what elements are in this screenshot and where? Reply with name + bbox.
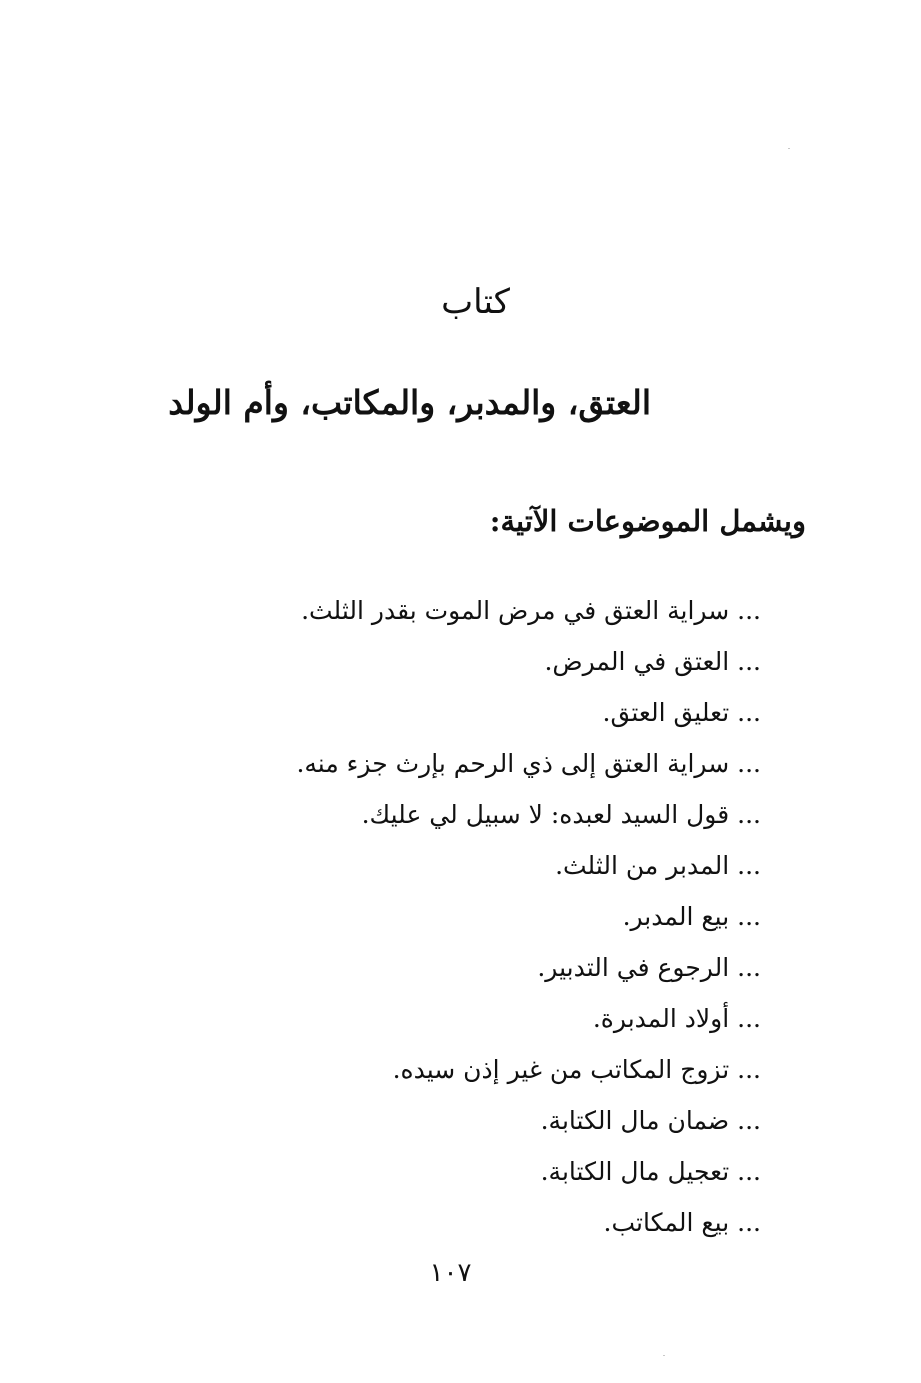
- topic-item: [296, 1146, 761, 1197]
- topic-dots: ...: [737, 902, 761, 931]
- topic-dots: ...: [737, 749, 761, 778]
- topic-item: [296, 636, 761, 687]
- topic-item: [296, 738, 761, 789]
- topics-intro: ويشمل الموضوعات الآتية:: [489, 504, 806, 538]
- topic-text: تعليق العتق.: [602, 698, 730, 727]
- topic-item: [296, 1197, 761, 1248]
- topic-text: المدبر من الثلث.: [555, 851, 730, 880]
- topic-text: الرجوع في التدبير.: [537, 953, 730, 982]
- book-label: كتاب: [441, 282, 510, 322]
- topic-text: ضمان مال الكتابة.: [540, 1106, 730, 1135]
- topic-dots: ...: [737, 851, 761, 880]
- scan-speck: [788, 148, 790, 149]
- topic-text: قول السيد لعبده: لا سبيل لي عليك.: [361, 800, 730, 829]
- topic-dots: ...: [737, 1208, 761, 1237]
- topic-dots: ...: [737, 1106, 761, 1135]
- topic-item: [296, 993, 761, 1044]
- topic-dots: ...: [737, 596, 761, 625]
- topic-item: [296, 891, 761, 942]
- topic-text: أولاد المدبرة.: [592, 1004, 730, 1033]
- topic-dots: ...: [737, 1004, 761, 1033]
- topic-text: تعجيل مال الكتابة.: [540, 1157, 730, 1186]
- topic-item: [296, 585, 761, 636]
- topic-text: العتق في المرض.: [544, 647, 730, 676]
- topic-text: تزوج المكاتب من غير إذن سيده.: [392, 1055, 730, 1084]
- topic-item: [296, 687, 761, 738]
- page-number: ١٠٧: [429, 1258, 472, 1288]
- scan-speck: [663, 1355, 665, 1356]
- book-title: العتق، والمدبر، والمكاتب، وأم الولد: [168, 383, 651, 422]
- topic-item: [296, 942, 761, 993]
- topic-dots: ...: [737, 647, 761, 676]
- topic-item: [296, 1044, 761, 1095]
- topic-item: [296, 789, 761, 840]
- topic-dots: ...: [737, 698, 761, 727]
- topic-item: [296, 1095, 761, 1146]
- topic-item: [296, 840, 761, 891]
- topic-text: بيع المكاتب.: [603, 1208, 730, 1237]
- topic-text: سراية العتق في مرض الموت بقدر الثلث.: [301, 596, 730, 625]
- topic-dots: ...: [737, 1157, 761, 1186]
- topic-dots: ...: [737, 800, 761, 829]
- topic-text: سراية العتق إلى ذي الرحم بإرث جزء منه.: [296, 749, 730, 778]
- topic-dots: ...: [737, 953, 761, 982]
- topics-list: [296, 585, 761, 1248]
- topic-text: بيع المدبر.: [622, 902, 730, 931]
- topic-dots: ...: [737, 1055, 761, 1084]
